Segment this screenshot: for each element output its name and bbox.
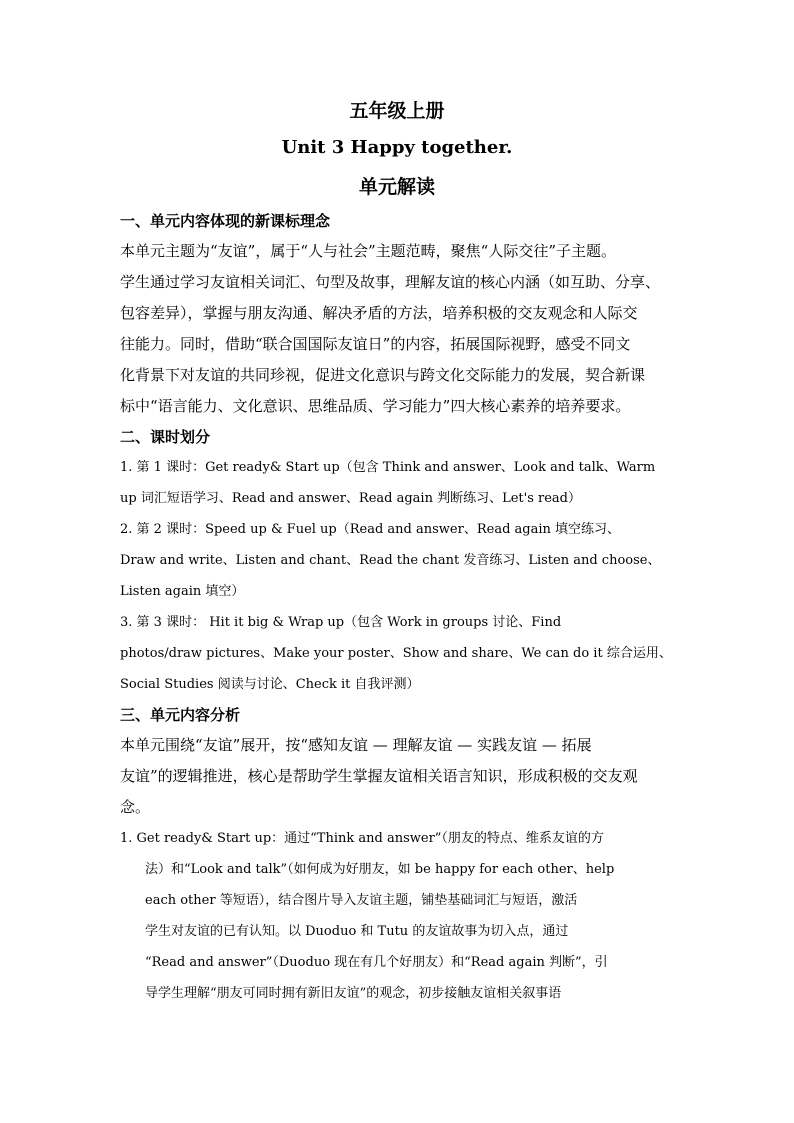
doc-title: 五年级上册	[349, 100, 445, 122]
section-heading: 三、单元内容分析	[120, 706, 241, 724]
doc-subtitle: 单元解读	[358, 176, 435, 198]
list-line: 3. 第 3 课时： Hit it big & Wrap up（包含 Work in groups 讨论、Find	[120, 615, 562, 630]
list-line: Listen again 填空）	[120, 584, 245, 599]
paragraph-line: 本单元主题为“友谊”，属于“人与社会”主题范畴，聚焦“人际交往”子主题。	[120, 242, 617, 260]
unit-title: Unit 3 Happy together.	[281, 137, 513, 158]
paragraph-line: 化背景下对友谊的共同珍视，促进文化意识与跨文化交际能力的发展，契合新课	[120, 366, 646, 384]
paragraph-line: 本单元围绕“友谊”展开，按“感知友谊 — 理解友谊 — 实践友谊 — 拓展	[120, 736, 592, 754]
list-line: 1. 第 1 课时：Get ready& Start up（包含 Think and answer、Look and talk、Warm	[120, 460, 656, 475]
paragraph-line: 往能力。同时，借助“联合国国际友谊日”的内容，拓展国际视野，感受不同文	[120, 335, 631, 353]
paragraph-line: 友谊”的逻辑推进，核心是帮助学生掌握友谊相关语言知识，形成积极的交友观	[120, 767, 638, 785]
list-line: 法）和“Look and talk”（如何成为好朋友，如 be happy for each other、help	[145, 862, 615, 877]
paragraph-line: 标中“语言能力、文化意识、思维品质、学习能力”四大核心素养的培养要求。	[120, 397, 631, 415]
list-line: 2. 第 2 课时：Speed up & Fuel up（Read and answer、Read again 填空练习、	[120, 522, 621, 537]
paragraph-line: 包容差异），掌握与朋友沟通、解决矛盾的方法，培养积极的交友观念和人际交	[120, 304, 638, 322]
list-line: 学生对友谊的已有认知。以 Duoduo 和 Tutu 的友谊故事为切入点，通过	[145, 924, 569, 939]
list-line: 1. Get ready& Start up：通过“Think and answer”（朋友的特点、维系友谊的方	[120, 831, 604, 846]
section-heading: 一、单元内容体现的新课标理念	[120, 212, 331, 230]
list-line: “Read and answer”（Duoduo 现在有几个好朋友）和“Read again 判断”，引	[145, 955, 608, 970]
list-line: photos/draw pictures、Make your poster、Show and share、We can do it 综合运用、	[120, 646, 672, 661]
paragraph-line: 念。	[120, 798, 151, 816]
list-line: Draw and write、Listen and chant、Read the chant 发音练习、Listen and choose、	[120, 553, 661, 568]
paragraph-line: 学生通过学习友谊相关词汇、句型及故事，理解友谊的核心内涵（如互助、分享、	[120, 273, 661, 291]
list-line: Social Studies 阅读与讨论、Check it 自我评测）	[120, 677, 420, 692]
section-heading: 二、课时划分	[120, 428, 211, 446]
list-line: each other 等短语），结合图片导入友谊主题，铺垫基础词汇与短语，激活	[145, 893, 578, 908]
document-body	[120, 206, 686, 1009]
list-line: up 词汇短语学习、Read and answer、Read again 判断练习、Let's read）	[120, 491, 581, 506]
list-line: 导学生理解“朋友可同时拥有新旧友谊”的观念，初步接触友谊相关叙事语	[145, 986, 562, 1001]
